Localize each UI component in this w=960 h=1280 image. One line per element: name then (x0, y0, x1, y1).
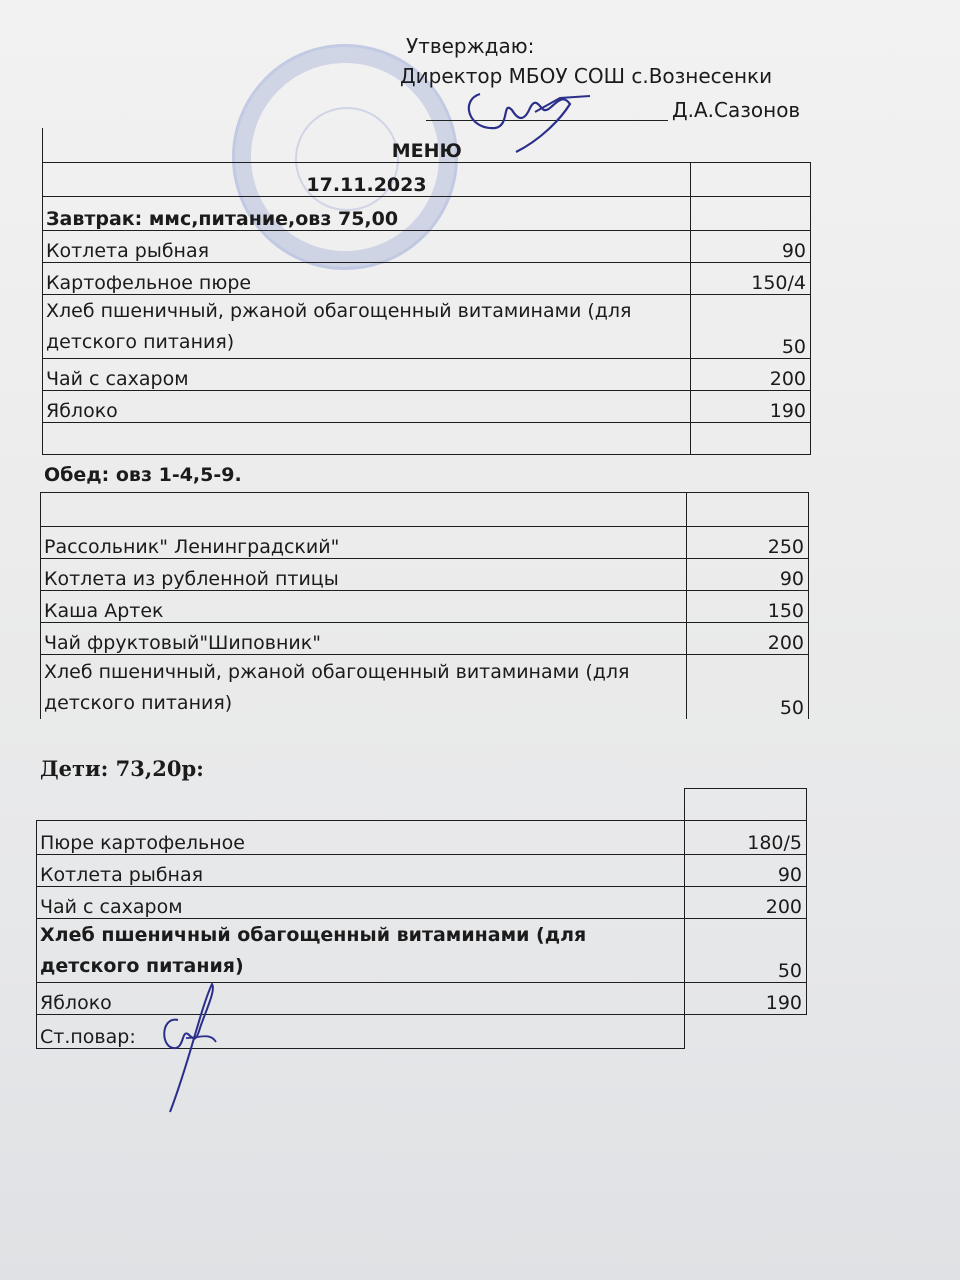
table-row-qty: 90 (685, 855, 807, 887)
table-row-qty: 180/5 (685, 821, 807, 855)
lunch-header: Обед: овз 1-4,5-9. (44, 464, 242, 486)
table-row-qty: 90 (691, 230, 811, 262)
table-row-qty: 250 (687, 527, 809, 559)
table-row-qty: 150/4 (691, 262, 811, 294)
menu-date: 17.11.2023 (43, 162, 691, 196)
table-row-item: Яблоко (43, 390, 691, 422)
lunch-table (40, 492, 809, 719)
table-row-qty: 200 (687, 623, 809, 655)
table-row-item: Чай с сахаром (37, 887, 685, 919)
table-row-item: Пюре картофельное (37, 821, 685, 855)
table-row-empty (43, 422, 691, 454)
table-row-item: Каша Артек (41, 591, 687, 623)
table-row-item: Котлета рыбная (37, 855, 685, 887)
table-row-qty: 90 (687, 559, 809, 591)
table-row-item: Яблоко (37, 983, 685, 1015)
breakfast-table (42, 128, 811, 455)
table-row-qty: 50 (691, 294, 811, 358)
table-row-item: Хлеб пшеничный, ржаной обагощенный витаминами (для детского питания) (41, 655, 687, 719)
approve-label: Утверждаю: (406, 34, 535, 58)
table-row-item: Картофельное пюре (43, 262, 691, 294)
table-row-item: Котлета из рубленной птицы (41, 559, 687, 591)
table-row-qty: 200 (691, 358, 811, 390)
table-row-item: Рассольник" Ленинградский" (41, 527, 687, 559)
children-header: Дети: 73,20р: (40, 756, 204, 781)
breakfast-header: Завтрак: ммс,питание,овз 75,00 (43, 196, 691, 230)
table-row-item: Котлета рыбная (43, 230, 691, 262)
approve-name: Д.А.Сазонов (672, 98, 801, 122)
cook-label: Ст.повар: (37, 1015, 685, 1049)
table-row-qty: 50 (685, 919, 807, 983)
table-row-qty: 190 (685, 983, 807, 1015)
approve-position: Директор МБОУ СОШ с.Вознесенки (400, 64, 773, 88)
table-row-qty: 200 (685, 887, 807, 919)
table-row-qty: 50 (687, 655, 809, 719)
cook-signature (150, 980, 230, 1120)
table-row-qty: 190 (691, 390, 811, 422)
table-row-item: Хлеб пшеничный, ржаной обагощенный витаминами (для детского питания) (43, 294, 691, 358)
table-row-item: Хлеб пшеничный обагощенный витаминами (для детского питания) (37, 919, 685, 983)
menu-title: МЕНЮ (43, 128, 811, 162)
table-row-item: Чай фруктовый"Шиповник" (41, 623, 687, 655)
table-row-item: Чай с сахаром (43, 358, 691, 390)
table-row-qty: 150 (687, 591, 809, 623)
